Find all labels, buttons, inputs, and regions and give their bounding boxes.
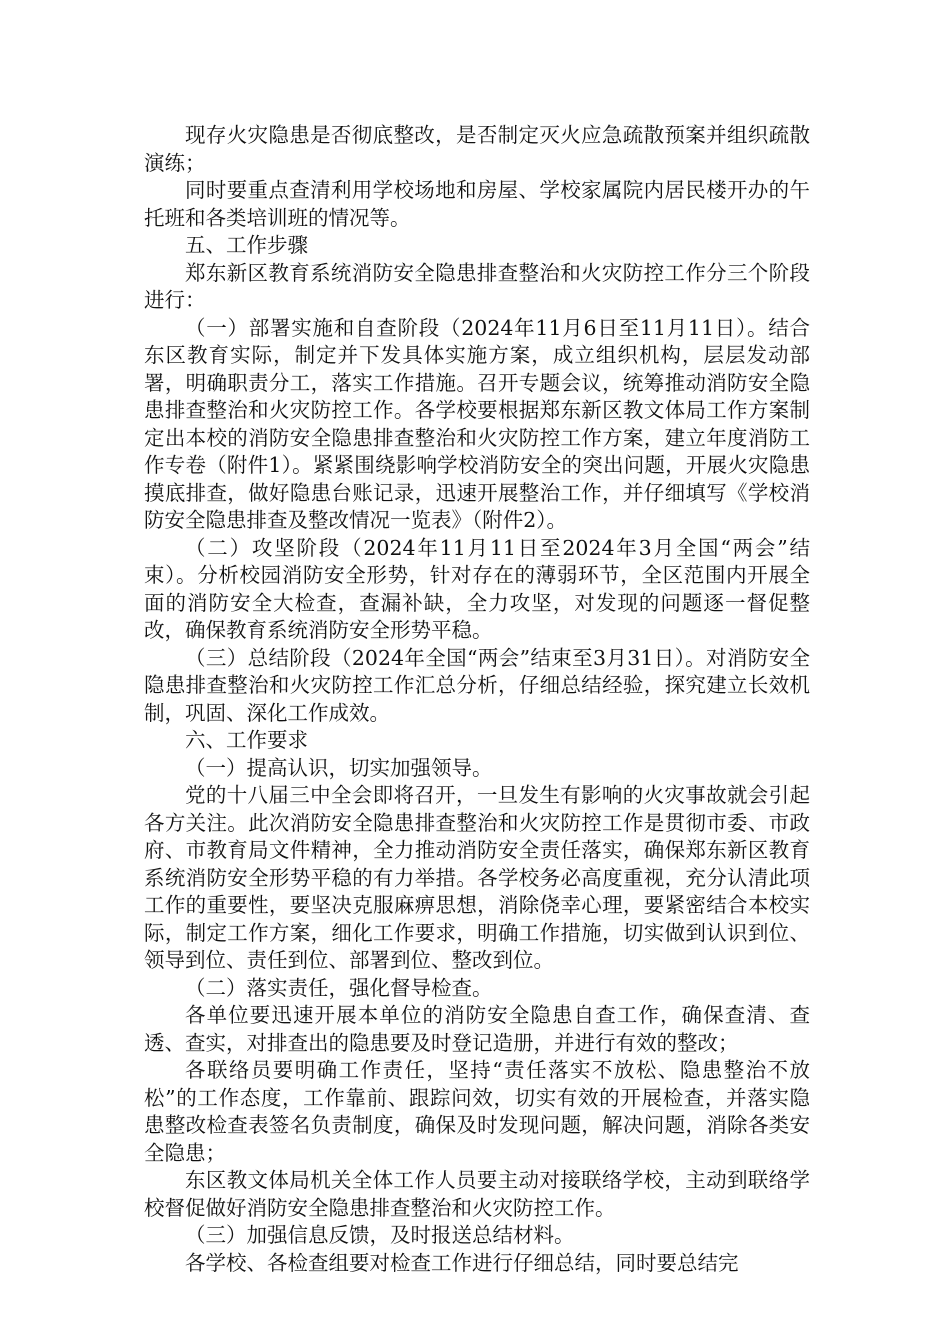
paragraph: （一）部署实施和自查阶段（2024年11月6日至11月11日）。结合东区教育实际，制定并下发具体实施方案，成立组织机构，层层发动部署，明确职责分工，落实工作措施。召开专题会议，统筹推动消防安全隐患排查整治和火灾防控工作。各学校要根据郑东新区教文体局工作方案制定出本校的消防安全隐患排查整治和火灾防控工作方案，建立年度消防工作专卷（附件1）。紧紧围绕影响学校消防安全的突出问题，开展火灾隐患摸底排查，做好隐患台账记录，迅速开展整治工作，并仔细填写《学校消防安全隐患排查及整改情况一览表》（附件2）。 <box>144 315 810 532</box>
subsection-heading: （二）落实责任，强化督导检查。 <box>185 975 493 1000</box>
paragraph: 东区教文体局机关全体工作人员要主动对接联络学校，主动到联络学校督促做好消防安全隐患排查整治和火灾防控工作。 <box>144 1168 810 1220</box>
subsection-heading: （一）提高认识，切实加强领导。 <box>185 755 493 780</box>
document-body <box>144 122 810 1277</box>
paragraph: （三）总结阶段（2024年全国“两会”结束至3月31日）。对消防安全隐患排查整治和火灾防控工作汇总分析，仔细总结经验，探究建立长效机制，巩固、深化工作成效。 <box>144 645 810 725</box>
paragraph: 郑东新区教育系统消防安全隐患排查整治和火灾防控工作分三个阶段进行： <box>144 260 810 312</box>
paragraph: 各单位要迅速开展本单位的消防安全隐患自查工作，确保查清、查透、查实，对排查出的隐患要及时登记造册，并进行有效的整改； <box>144 1003 810 1055</box>
section-heading: 六、工作要求 <box>185 728 308 752</box>
section-heading: 五、工作步骤 <box>185 233 308 257</box>
paragraph: 同时要重点查清利用学校场地和房屋、学校家属院内居民楼开办的午托班和各类培训班的情况等。 <box>144 178 810 230</box>
subsection-heading: （三）加强信息反馈，及时报送总结材料。 <box>185 1223 575 1247</box>
paragraph: （二）攻坚阶段（2024年11月11日至2024年3月全国“两会”结束）。分析校园消防安全形势，针对存在的薄弱环节，全区范围内开展全面的消防安全大检查，查漏补缺，全力攻坚，对发现的问题逐一督促整改，确保教育系统消防安全形势平稳。 <box>144 535 810 642</box>
paragraph: 各联络员要明确工作责任，坚持“责任落实不放松、隐患整治不放松”的工作态度，工作靠前、跟踪问效，切实有效的开展检查，并落实隐患整改检查表签名负责制度，确保及时发现问题，解决问题，消除各类安全隐患； <box>144 1058 810 1165</box>
paragraph: 现存火灾隐患是否彻底整改，是否制定灭火应急疏散预案并组织疏散演练； <box>144 123 810 175</box>
paragraph: 各学校、各检查组要对检查工作进行仔细总结，同时要总结完 <box>185 1250 739 1275</box>
paragraph: 党的十八届三中全会即将召开，一旦发生有影响的火灾事故就会引起各方关注。此次消防安全隐患排查整治和火灾防控工作是贯彻市委、市政府、市教育局文件精神，全力推动消防安全责任落实，确保郑东新区教育系统消防安全形势平稳的有力举措。各学校务必高度重视，充分认清此项工作的重要性，要坚决克服麻痹思想，消除侥幸心理，要紧密结合本校实际，制定工作方案，细化工作要求，明确工作措施，切实做到认识到位、领导到位、责任到位、部署到位、整改到位。 <box>144 783 810 972</box>
